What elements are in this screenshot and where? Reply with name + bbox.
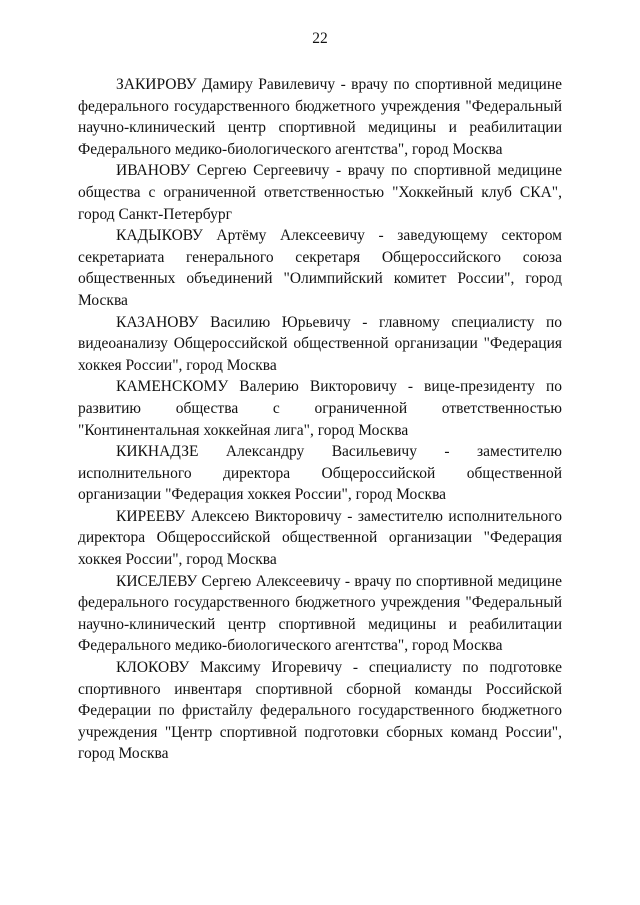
award-entry: КАЗАНОВУ Василию Юрьевичу - главному специалисту по видеоанализу Общероссийской общественной организации "Федерация хоккея России", город Москва: [78, 313, 562, 374]
award-entry: КИРЕЕВУ Алексею Викторовичу - заместителю исполнительного директора Общероссийской общественной организации "Федерация хоккея России", город Москва: [78, 507, 562, 569]
award-entry: ИВАНОВУ Сергею Сергеевичу - врачу по спортивной медицине общества с ограниченной ответственностью "Хоккейный клуб СКА", город Санкт-Петербург: [78, 162, 562, 223]
award-entry: КАДЫКОВУ Артёму Алексеевичу - заведующему сектором секретариата генерального секретаря Общероссийского союза общественных объединений "Олимпийский комитет России", город Москва: [78, 227, 562, 309]
award-entry: КИКНАДЗЕ Александру Васильевичу - заместителю исполнительного директора Общероссийской общественной организации "Федерация хоккея России", город Москва: [78, 443, 562, 504]
page-number: 22: [312, 30, 328, 47]
award-entry: КИСЕЛЕВУ Сергею Алексеевичу - врачу по спортивной медицине федерального государственного бюджетного учреждения "Федеральный научно-клинический центр спортивной медицины и реабилитации Федерального медико-биологического агентства", город Москва: [78, 572, 562, 655]
award-entry: КЛОКОВУ Максиму Игоревичу - специалисту по подготовке спортивного инвентаря спортивной сборной команды Российской Федерации по фристайлу федерального государственного бюджетного учреждения "Центр спортивной подготовки сборных команд России", город Москва: [78, 659, 562, 763]
award-entry: КАМЕНСКОМУ Валерию Викторовичу - вице-президенту по развитию общества с ограниченной ответственностью "Континентальная хоккейная лига", город Москва: [78, 378, 562, 439]
award-list: [78, 74, 562, 765]
award-entry: ЗАКИРОВУ Дамиру Равилевичу - врачу по спортивной медицине федерального государственного бюджетного учреждения "Федеральный научно-клинический центр спортивной медицины и реабилитации Федерального медико-биологического агентства", город Москва: [78, 76, 562, 158]
